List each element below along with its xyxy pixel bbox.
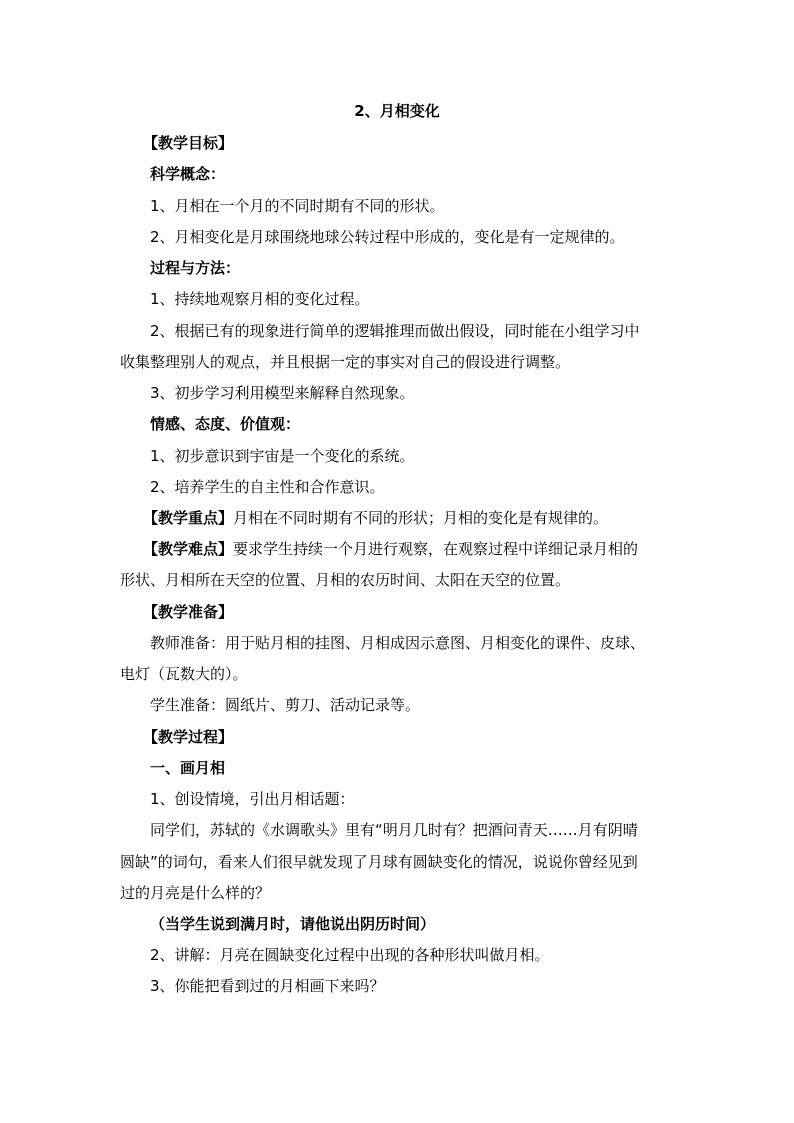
- step2: 2、讲解：月亮在圆缺变化过程中出现的各种形状叫做月相。: [150, 946, 550, 964]
- process-item-2-line2: 收集整理别人的观点，并且根据一定的事实对自己的假设进行调整。: [120, 353, 571, 371]
- attitude-heading: 情感、态度、价值观：: [150, 415, 301, 433]
- part1-heading: 一、画月相: [150, 759, 226, 777]
- science-concept-heading: 科学概念：: [150, 165, 226, 183]
- process-heading: 【教学过程】: [143, 728, 234, 746]
- step1-text-line1: 同学们，苏轼的《水调歌头》里有“明月几时有？把酒问青天……月有阴晴: [150, 821, 638, 839]
- process-item-2-line1: 2、根据已有的现象进行简单的逻辑推理而做出假设，同时能在小组学习中: [150, 322, 640, 340]
- step1-text-line3: 过的月亮是什么样的？: [120, 884, 271, 902]
- step3: 3、你能把看到过的月相画下来吗？: [150, 977, 385, 995]
- key-point-paragraph: [143, 508, 608, 528]
- process-method-heading: 过程与方法：: [150, 259, 241, 277]
- teacher-prep-line1: 教师准备：用于贴月相的挂图、月相成因示意图、月相变化的课件、皮球、: [150, 634, 646, 652]
- key-point-label: 【教学重点】: [143, 509, 234, 527]
- step1-note: （当学生说到满月时，请他说出阴历时间）: [150, 915, 436, 933]
- preparation-heading: 【教学准备】: [143, 603, 234, 621]
- teacher-prep-line2: 电灯（瓦数大的）。: [120, 665, 248, 683]
- student-prep: 学生准备：圆纸片、剪刀、活动记录等。: [150, 696, 421, 714]
- process-item-3: 3、初步学习利用模型来解释自然现象。: [150, 384, 415, 402]
- key-point-text: 月相在不同时期有不同的形状；月相的变化是有规律的。: [233, 509, 609, 527]
- difficulty-paragraph-line1: [143, 539, 638, 559]
- difficulty-label: 【教学难点】: [143, 540, 234, 558]
- process-item-1: 1、持续地观察月相的变化过程。: [150, 290, 370, 308]
- attitude-item-2: 2、培养学生的自主性和合作意识。: [150, 478, 385, 496]
- document-title: 2、月相变化: [354, 102, 440, 120]
- step1: 1、创设情境，引出月相话题：: [150, 790, 355, 808]
- objectives-heading: 【教学目标】: [143, 134, 234, 152]
- step1-text-line2: 圆缺”的词句，看来人们很早就发现了月球有圆缺变化的情况，说说你曾经见到: [120, 853, 638, 871]
- difficulty-text-line1: 要求学生持续一个月进行观察，在观察过程中详细记录月相的: [233, 540, 639, 558]
- concept-item-1: 1、月相在一个月的不同时期有不同的形状。: [150, 197, 445, 215]
- difficulty-text-line2: 形状、月相所在天空的位置、月相的农历时间、太阳在天空的位置。: [120, 571, 571, 589]
- attitude-item-1: 1、初步意识到宇宙是一个变化的系统。: [150, 447, 415, 465]
- concept-item-2: 2、月相变化是月球围绕地球公转过程中形成的，变化是有一定规律的。: [150, 228, 625, 246]
